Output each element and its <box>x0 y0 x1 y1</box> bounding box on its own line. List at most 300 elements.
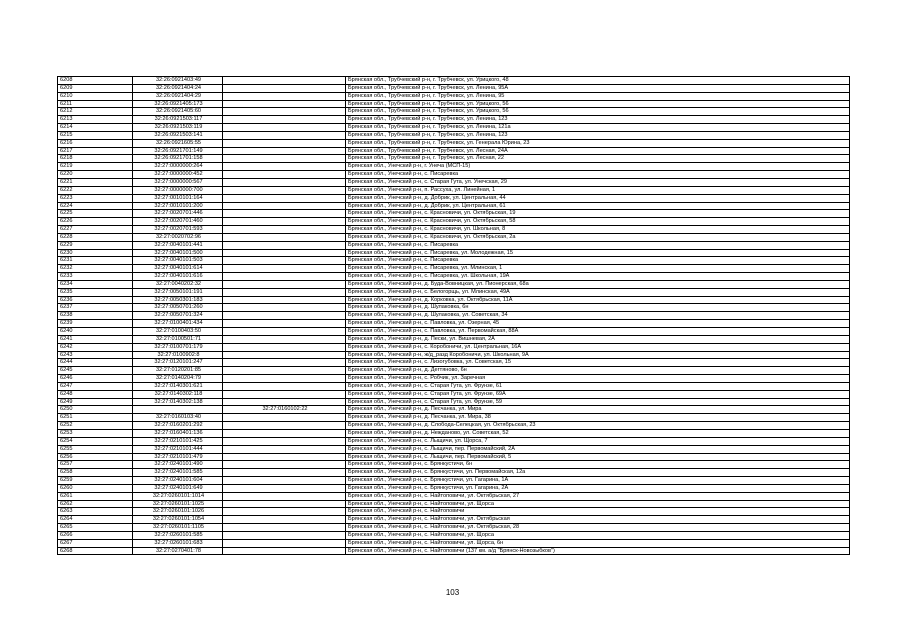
address-cell: Брянская обл., Трубчевский р-н, г. Трубчевск, ул. Урицкого, 56 <box>346 100 850 108</box>
cadastral-number-alt-cell <box>223 131 346 139</box>
cadastral-number-cell: 32:27:0040101:614 <box>133 265 223 273</box>
row-number-cell: 6224 <box>58 202 133 210</box>
cadastral-number-alt-cell <box>223 547 346 555</box>
cadastral-number-alt-cell <box>223 210 346 218</box>
address-cell: Брянская обл., Унечский р-н, с. Лизогубовка, ул. Советская, 15 <box>346 359 850 367</box>
address-cell: Брянская обл., Унечский р-н, с. Старая Гута, ул. Унечская, 29 <box>346 178 850 186</box>
cadastral-number-cell: 32:27:0260101:1025 <box>133 500 223 508</box>
table-row <box>58 453 850 461</box>
cadastral-number-alt-cell: 32:27:0160102:22 <box>223 406 346 414</box>
address-cell: Брянская обл., Унечский р-н, с. Найтоповичи, ул. Щорса <box>346 500 850 508</box>
address-cell: Брянская обл., Унечский р-н, с. Робчик, ул. Заречная <box>346 375 850 383</box>
table-row <box>58 477 850 485</box>
cadastral-number-cell: 32:27:0040202:32 <box>133 280 223 288</box>
table-row <box>58 139 850 147</box>
cadastral-number-cell: 32:27:0260101:1105 <box>133 524 223 532</box>
cadastral-number-cell: 32:27:0050101:191 <box>133 288 223 296</box>
cadastral-number-cell: 32:26:0921404:29 <box>133 92 223 100</box>
cadastral-number-cell: 32:26:0921701:158 <box>133 155 223 163</box>
cadastral-number-alt-cell <box>223 328 346 336</box>
row-number-cell: 6265 <box>58 524 133 532</box>
row-number-cell: 6248 <box>58 390 133 398</box>
cadastral-number-alt-cell <box>223 288 346 296</box>
table-row <box>58 445 850 453</box>
table-row <box>58 469 850 477</box>
row-number-cell: 6229 <box>58 241 133 249</box>
page-number: 103 <box>445 588 460 597</box>
cadastral-number-cell: 32:27:0210101:444 <box>133 445 223 453</box>
address-cell: Брянская обл., Унечский р-н, с. Красновичи, ул. Октябрьская, 19 <box>346 210 850 218</box>
address-cell: Брянская обл., Трубчевский р-н, г. Трубчевск, ул. Ленина, 123 <box>346 116 850 124</box>
address-cell: Брянская обл., Унечский р-н, с. Павловка, ул. Озерная, 45 <box>346 320 850 328</box>
cadastral-number-cell: 32:27:0140302:138 <box>133 398 223 406</box>
cadastral-number-alt-cell <box>223 273 346 281</box>
cadastral-number-alt-cell <box>223 186 346 194</box>
table-row <box>58 375 850 383</box>
cadastral-number-cell: 32:27:0000000:452 <box>133 171 223 179</box>
cadastral-number-cell: 32:27:0120101:247 <box>133 359 223 367</box>
table-row <box>58 288 850 296</box>
table-row <box>58 390 850 398</box>
row-number-cell: 6231 <box>58 257 133 265</box>
table-row <box>58 257 850 265</box>
cadastral-number-alt-cell <box>223 351 346 359</box>
row-number-cell: 6221 <box>58 178 133 186</box>
row-number-cell: 6210 <box>58 92 133 100</box>
row-number-cell: 6246 <box>58 375 133 383</box>
cadastral-number-cell: 32:27:0000000:567 <box>133 178 223 186</box>
table-row <box>58 335 850 343</box>
cadastral-number-cell: 32:27:0240101:585 <box>133 469 223 477</box>
cadastral-number-alt-cell <box>223 414 346 422</box>
table-row <box>58 328 850 336</box>
cadastral-number-alt-cell <box>223 429 346 437</box>
row-number-cell: 6244 <box>58 359 133 367</box>
cadastral-number-alt-cell <box>223 508 346 516</box>
cadastral-number-cell: 32:27:0040101:503 <box>133 257 223 265</box>
table-row <box>58 241 850 249</box>
cadastral-number-cell: 32:27:0010101:164 <box>133 194 223 202</box>
cadastral-number-alt-cell <box>223 163 346 171</box>
row-number-cell: 6264 <box>58 516 133 524</box>
cadastral-number-alt-cell <box>223 155 346 163</box>
cadastral-number-cell: 32:27:0100902:8 <box>133 351 223 359</box>
table-row <box>58 202 850 210</box>
table-row <box>58 194 850 202</box>
row-number-cell: 6268 <box>58 547 133 555</box>
row-number-cell: 6234 <box>58 280 133 288</box>
row-number-cell: 6225 <box>58 210 133 218</box>
cadastral-number-alt-cell <box>223 100 346 108</box>
row-number-cell: 6240 <box>58 328 133 336</box>
table-row <box>58 312 850 320</box>
cadastral-number-alt-cell <box>223 453 346 461</box>
registry-table-body <box>58 77 850 555</box>
row-number-cell: 6237 <box>58 304 133 312</box>
address-cell: Брянская обл., Унечский р-н, с. Брянкустичи, 6н <box>346 461 850 469</box>
cadastral-number-cell: 32:26:0921503:119 <box>133 124 223 132</box>
table-row <box>58 531 850 539</box>
row-number-cell: 6239 <box>58 320 133 328</box>
table-row <box>58 186 850 194</box>
row-number-cell: 6250 <box>58 406 133 414</box>
table-row <box>58 84 850 92</box>
cadastral-number-alt-cell <box>223 382 346 390</box>
table-row <box>58 382 850 390</box>
address-cell: Брянская обл., Унечский р-н, д. Добрик, ул. Центральная, 44 <box>346 194 850 202</box>
table-row <box>58 516 850 524</box>
table-row <box>58 163 850 171</box>
address-cell: Брянская обл., Унечский р-н, с. Найтоповичи, ул. Октябрьская <box>346 516 850 524</box>
cadastral-number-cell: 32:27:0270401:78 <box>133 547 223 555</box>
cadastral-number-cell: 32:27:0260101:1014 <box>133 492 223 500</box>
address-cell: Брянская обл., Унечский р-н, с. Найтоповичи, ул. Октябрьская, 27 <box>346 492 850 500</box>
row-number-cell: 6232 <box>58 265 133 273</box>
row-number-cell: 6213 <box>58 116 133 124</box>
cadastral-number-cell: 32:27:0240101:490 <box>133 461 223 469</box>
cadastral-number-alt-cell <box>223 375 346 383</box>
cadastral-number-cell: 32:27:0260101:1026 <box>133 508 223 516</box>
cadastral-number-cell: 32:27:0020701:593 <box>133 226 223 234</box>
cadastral-number-alt-cell <box>223 257 346 265</box>
address-cell: Брянская обл., Унечский р-н, с. Брянкустичи, ул. Гагарина, 1А <box>346 477 850 485</box>
address-cell: Брянская обл., Унечский р-н, с. Писаревка, ул. Млинская, 1 <box>346 265 850 273</box>
row-number-cell: 6254 <box>58 437 133 445</box>
registry-table <box>57 76 850 555</box>
cadastral-number-alt-cell <box>223 445 346 453</box>
address-cell: Брянская обл., Унечский р-н, д. Дегтяново, 6н <box>346 367 850 375</box>
table-row <box>58 304 850 312</box>
row-number-cell: 6256 <box>58 453 133 461</box>
table-row <box>58 320 850 328</box>
table-row <box>58 92 850 100</box>
address-cell: Брянская обл., Унечский р-н, с. Старая Гута, ул. Фрунзе, 69А <box>346 390 850 398</box>
cadastral-number-cell: 32:26:0921403:49 <box>133 77 223 85</box>
address-cell: Брянская обл., Трубчевский р-н, г. Трубчевск, ул. Урицкого, 56 <box>346 108 850 116</box>
cadastral-number-cell: 32:27:0040101:616 <box>133 273 223 281</box>
cadastral-number-alt-cell <box>223 500 346 508</box>
address-cell: Брянская обл., Унечский р-н, с. Найтоповичи <box>346 508 850 516</box>
table-row <box>58 500 850 508</box>
cadastral-number-cell: 32:27:0140301:621 <box>133 382 223 390</box>
cadastral-number-cell: 32:27:0160103:40 <box>133 414 223 422</box>
cadastral-number-cell: 32:27:0000000:264 <box>133 163 223 171</box>
address-cell: Брянская обл., Унечский р-н, д. Песчанка, ул. Мира <box>346 406 850 414</box>
table-row <box>58 422 850 430</box>
cadastral-number-cell: 32:27:0100403:50 <box>133 328 223 336</box>
address-cell: Брянская обл., Унечский р-н, д. Добрик, ул. Центральная, 61 <box>346 202 850 210</box>
cadastral-number-alt-cell <box>223 312 346 320</box>
address-cell: Брянская обл., Унечский р-н, д. Песчанка, ул. Мира, 38 <box>346 414 850 422</box>
address-cell: Брянская обл., Унечский р-н, с. Старая Гута, ул. Фрунзе, 61 <box>346 382 850 390</box>
cadastral-number-cell: 32:27:0020701:446 <box>133 210 223 218</box>
cadastral-number-cell: 32:27:0160401:136 <box>133 429 223 437</box>
table-row <box>58 429 850 437</box>
cadastral-number-cell: 32:26:0921503:117 <box>133 116 223 124</box>
address-cell: Брянская обл., Унечский р-н, с. Брянкустичи, ул. Гагарина, 2А <box>346 484 850 492</box>
row-number-cell: 6235 <box>58 288 133 296</box>
cadastral-number-alt-cell <box>223 241 346 249</box>
cadastral-number-cell: 32:26:0921405:60 <box>133 108 223 116</box>
table-row <box>58 116 850 124</box>
row-number-cell: 6233 <box>58 273 133 281</box>
cadastral-number-alt-cell <box>223 280 346 288</box>
cadastral-number-alt-cell <box>223 218 346 226</box>
row-number-cell: 6220 <box>58 171 133 179</box>
table-row <box>58 547 850 555</box>
cadastral-number-alt-cell <box>223 359 346 367</box>
address-cell: Брянская обл., Трубчевский р-н, г. Трубчевск, ул. Урицкого, 48 <box>346 77 850 85</box>
table-row <box>58 406 850 414</box>
table-row <box>58 124 850 132</box>
cadastral-number-cell: 32:27:0050301:183 <box>133 296 223 304</box>
cadastral-number-alt-cell <box>223 84 346 92</box>
address-cell: Брянская обл., Унечский р-н, с. Лыщичи, пер. Первомайский, 2А <box>346 445 850 453</box>
address-cell: Брянская обл., Унечский р-н, с. Писаревка <box>346 257 850 265</box>
cadastral-number-alt-cell <box>223 202 346 210</box>
table-row <box>58 359 850 367</box>
table-row <box>58 343 850 351</box>
row-number-cell: 6212 <box>58 108 133 116</box>
table-row <box>58 178 850 186</box>
cadastral-number-cell: 32:27:0100701:179 <box>133 343 223 351</box>
row-number-cell: 6243 <box>58 351 133 359</box>
address-cell: Брянская обл., Унечский р-н, с. Красновичи, ул. Октябрьская, 58 <box>346 218 850 226</box>
table-row <box>58 280 850 288</box>
table-row <box>58 524 850 532</box>
row-number-cell: 6262 <box>58 500 133 508</box>
address-cell: Брянская обл., Унечский р-н, с. Белогорщь, ул. Млинская, 49А <box>346 288 850 296</box>
address-cell: Брянская обл., Унечский р-н, с. Писаревка, ул. Школьная, 19А <box>346 273 850 281</box>
cadastral-number-alt-cell <box>223 469 346 477</box>
cadastral-number-cell: 32:26:0921701:149 <box>133 147 223 155</box>
cadastral-number-alt-cell <box>223 422 346 430</box>
table-row <box>58 461 850 469</box>
table-row <box>58 218 850 226</box>
cadastral-number-alt-cell <box>223 539 346 547</box>
cadastral-number-alt-cell <box>223 77 346 85</box>
row-number-cell: 6251 <box>58 414 133 422</box>
cadastral-number-alt-cell <box>223 233 346 241</box>
row-number-cell: 6257 <box>58 461 133 469</box>
row-number-cell: 6208 <box>58 77 133 85</box>
address-cell: Брянская обл., Унечский р-н, д. Пески, ул. Вишневая, 2А <box>346 335 850 343</box>
address-cell: Брянская обл., Унечский р-н, д. Слобода-Селецкая, ул. Октябрьская, 23 <box>346 422 850 430</box>
cadastral-number-alt-cell <box>223 461 346 469</box>
table-row <box>58 484 850 492</box>
cadastral-number-alt-cell <box>223 108 346 116</box>
row-number-cell: 6263 <box>58 508 133 516</box>
cadastral-number-cell: 32:27:0260101:683 <box>133 539 223 547</box>
cadastral-number-cell: 32:27:0240101:604 <box>133 477 223 485</box>
cadastral-number-alt-cell <box>223 304 346 312</box>
cadastral-number-cell: 32:27:0040101:500 <box>133 249 223 257</box>
row-number-cell: 6252 <box>58 422 133 430</box>
table-row <box>58 492 850 500</box>
address-cell: Брянская обл., Унечский р-н, с. Красновичи, ул. Школьная, 8 <box>346 226 850 234</box>
cadastral-number-cell: 32:27:0000000:700 <box>133 186 223 194</box>
address-cell: Брянская обл., Унечский р-н, с. Старая Гута, ул. Фрунзе, 59 <box>346 398 850 406</box>
address-cell: Брянская обл., Унечский р-н, с. Лыщичи, пер. Первомайский, 5 <box>346 453 850 461</box>
cadastral-number-alt-cell <box>223 398 346 406</box>
cadastral-number-cell: 32:27:0050701:260 <box>133 304 223 312</box>
cadastral-number-alt-cell <box>223 492 346 500</box>
cadastral-number-cell: 32:27:0100401:434 <box>133 320 223 328</box>
address-cell: Брянская обл., Унечский р-н, д. Буда-Вовницкая, ул. Пионерская, 68а <box>346 280 850 288</box>
cadastral-number-cell: 32:26:0921404:24 <box>133 84 223 92</box>
address-cell: Брянская обл., Унечский р-н, с. Найтоповичи, ул. Щорса, 6н <box>346 539 850 547</box>
row-number-cell: 6216 <box>58 139 133 147</box>
row-number-cell: 6223 <box>58 194 133 202</box>
cadastral-number-cell: 32:27:0260101:1054 <box>133 516 223 524</box>
cadastral-number-cell: 32:27:0210101:425 <box>133 437 223 445</box>
cadastral-number-alt-cell <box>223 265 346 273</box>
row-number-cell: 6258 <box>58 469 133 477</box>
cadastral-number-cell: 32:27:0260101:585 <box>133 531 223 539</box>
cadastral-number-alt-cell <box>223 516 346 524</box>
cadastral-number-alt-cell <box>223 124 346 132</box>
address-cell: Брянская обл., Трубчевский р-н, г. Трубчевск, ул. Генерала Юрина, 23 <box>346 139 850 147</box>
cadastral-number-cell: 32:27:0140204:79 <box>133 375 223 383</box>
row-number-cell: 6228 <box>58 233 133 241</box>
cadastral-number-alt-cell <box>223 147 346 155</box>
address-cell: Брянская обл., Трубчевский р-н, г. Трубчевск, ул. Ленина, 95 <box>346 92 850 100</box>
address-cell: Брянская обл., Унечский р-н, д. Нежданово, ул. Советская, 52 <box>346 429 850 437</box>
address-cell: Брянская обл., Унечский р-н, г. Унеча (МСП-15) <box>346 163 850 171</box>
cadastral-number-cell: 32:27:0160201:292 <box>133 422 223 430</box>
row-number-cell: 6236 <box>58 296 133 304</box>
address-cell: Брянская обл., Трубчевский р-н, г. Трубчевск, ул. Лесная, 24А <box>346 147 850 155</box>
row-number-cell: 6226 <box>58 218 133 226</box>
row-number-cell: 6247 <box>58 382 133 390</box>
address-cell: Брянская обл., Унечский р-н, с. Коробоничи, ул. Центральная, 16А <box>346 343 850 351</box>
cadastral-number-alt-cell <box>223 171 346 179</box>
cadastral-number-alt-cell <box>223 531 346 539</box>
cadastral-number-cell: 32:27:0240101:649 <box>133 484 223 492</box>
cadastral-number-alt-cell <box>223 477 346 485</box>
row-number-cell: 6259 <box>58 477 133 485</box>
address-cell: Брянская обл., Унечский р-н, д. Шулаковка, 6н <box>346 304 850 312</box>
row-number-cell: 6249 <box>58 398 133 406</box>
row-number-cell: 6219 <box>58 163 133 171</box>
row-number-cell: 6230 <box>58 249 133 257</box>
table-row <box>58 131 850 139</box>
table-row <box>58 77 850 85</box>
table-row <box>58 100 850 108</box>
cadastral-number-alt-cell <box>223 296 346 304</box>
address-cell: Брянская обл., Унечский р-н, п. Рассуха, ул. Линейная, 1 <box>346 186 850 194</box>
cadastral-number-cell: 32:26:0921503:141 <box>133 131 223 139</box>
row-number-cell: 6209 <box>58 84 133 92</box>
address-cell: Брянская обл., Унечский р-н, д. Шулаковка, ул. Советская, 34 <box>346 312 850 320</box>
address-cell: Брянская обл., Унечский р-н, с. Найтоповичи (137 км. а/д "Брянск-Новозыбков") <box>346 547 850 555</box>
address-cell: Брянская обл., Унечский р-н, с. Брянкустичи, ул. Первомайская, 12а <box>346 469 850 477</box>
table-row <box>58 233 850 241</box>
table-row <box>58 508 850 516</box>
table-row <box>58 155 850 163</box>
table-row <box>58 539 850 547</box>
cadastral-number-alt-cell <box>223 320 346 328</box>
table-row <box>58 210 850 218</box>
address-cell: Брянская обл., Унечский р-н, с. Писаревка <box>346 171 850 179</box>
cadastral-number-alt-cell <box>223 335 346 343</box>
row-number-cell: 6218 <box>58 155 133 163</box>
address-cell: Брянская обл., Унечский р-н, с. Писаревка <box>346 241 850 249</box>
cadastral-number-alt-cell <box>223 484 346 492</box>
table-row <box>58 108 850 116</box>
cadastral-number-alt-cell <box>223 437 346 445</box>
address-cell: Брянская обл., Трубчевский р-н, г. Трубчевск, ул. Ленина, 121а <box>346 124 850 132</box>
table-row <box>58 249 850 257</box>
cadastral-number-cell: 32:27:0020701:460 <box>133 218 223 226</box>
row-number-cell: 6253 <box>58 429 133 437</box>
cadastral-number-cell <box>133 406 223 414</box>
cadastral-number-alt-cell <box>223 139 346 147</box>
cadastral-number-cell: 32:26:0921605:55 <box>133 139 223 147</box>
row-number-cell: 6266 <box>58 531 133 539</box>
address-cell: Брянская обл., Унечский р-н, с. Красновичи, ул. Октябрьская, 2а <box>346 233 850 241</box>
row-number-cell: 6227 <box>58 226 133 234</box>
table-row <box>58 414 850 422</box>
cadastral-number-alt-cell <box>223 92 346 100</box>
row-number-cell: 6211 <box>58 100 133 108</box>
cadastral-number-cell: 32:27:0140302:118 <box>133 390 223 398</box>
row-number-cell: 6214 <box>58 124 133 132</box>
cadastral-number-alt-cell <box>223 116 346 124</box>
table-row <box>58 147 850 155</box>
cadastral-number-cell: 32:27:0120201:85 <box>133 367 223 375</box>
row-number-cell: 6267 <box>58 539 133 547</box>
cadastral-number-alt-cell <box>223 343 346 351</box>
row-number-cell: 6217 <box>58 147 133 155</box>
row-number-cell: 6241 <box>58 335 133 343</box>
address-cell: Брянская обл., Трубчевский р-н, г. Трубчевск, ул. Ленина, 123 <box>346 131 850 139</box>
table-row <box>58 296 850 304</box>
address-cell: Брянская обл., Унечский р-н, с. Павловка, ул. Первомайская, 88А <box>346 328 850 336</box>
address-cell: Брянская обл., Трубчевский р-н, г. Трубчевск, ул. Ленина, 95А <box>346 84 850 92</box>
table-row <box>58 273 850 281</box>
cadastral-number-alt-cell <box>223 367 346 375</box>
address-cell: Брянская обл., Унечский р-н, с. Лыщичи, ул. Щорса, 7 <box>346 437 850 445</box>
cadastral-number-cell: 32:27:0010101:200 <box>133 202 223 210</box>
address-cell: Брянская обл., Унечский р-н, д. Корковка, ул. Октябрьская, 11А <box>346 296 850 304</box>
row-number-cell: 6238 <box>58 312 133 320</box>
table-row <box>58 171 850 179</box>
table-row <box>58 437 850 445</box>
cadastral-number-alt-cell <box>223 249 346 257</box>
cadastral-number-cell: 32:27:0050701:324 <box>133 312 223 320</box>
cadastral-number-alt-cell <box>223 524 346 532</box>
row-number-cell: 6222 <box>58 186 133 194</box>
address-cell: Брянская обл., Унечский р-н, с. Найтоповичи, ул. Октябрьская, 28 <box>346 524 850 532</box>
cadastral-number-cell: 32:27:0210101:479 <box>133 453 223 461</box>
address-cell: Брянская обл., Унечский р-н, с. Писаревка, ул. Молодежная, 15 <box>346 249 850 257</box>
address-cell: Брянская обл., Трубчевский р-н, г. Трубчевск, ул. Лесная, 22 <box>346 155 850 163</box>
row-number-cell: 6215 <box>58 131 133 139</box>
cadastral-number-alt-cell <box>223 178 346 186</box>
row-number-cell: 6255 <box>58 445 133 453</box>
cadastral-number-alt-cell <box>223 194 346 202</box>
table-row <box>58 265 850 273</box>
cadastral-number-cell: 32:27:0100501:71 <box>133 335 223 343</box>
table-row <box>58 226 850 234</box>
address-cell: Брянская обл., Унечский р-н, ж/д_разд Коробоничи, ул. Школьная, 9А <box>346 351 850 359</box>
table-row <box>58 351 850 359</box>
cadastral-number-alt-cell <box>223 390 346 398</box>
cadastral-number-alt-cell <box>223 226 346 234</box>
cadastral-number-cell: 32:27:0040101:441 <box>133 241 223 249</box>
cadastral-number-cell: 32:27:0020702:96 <box>133 233 223 241</box>
